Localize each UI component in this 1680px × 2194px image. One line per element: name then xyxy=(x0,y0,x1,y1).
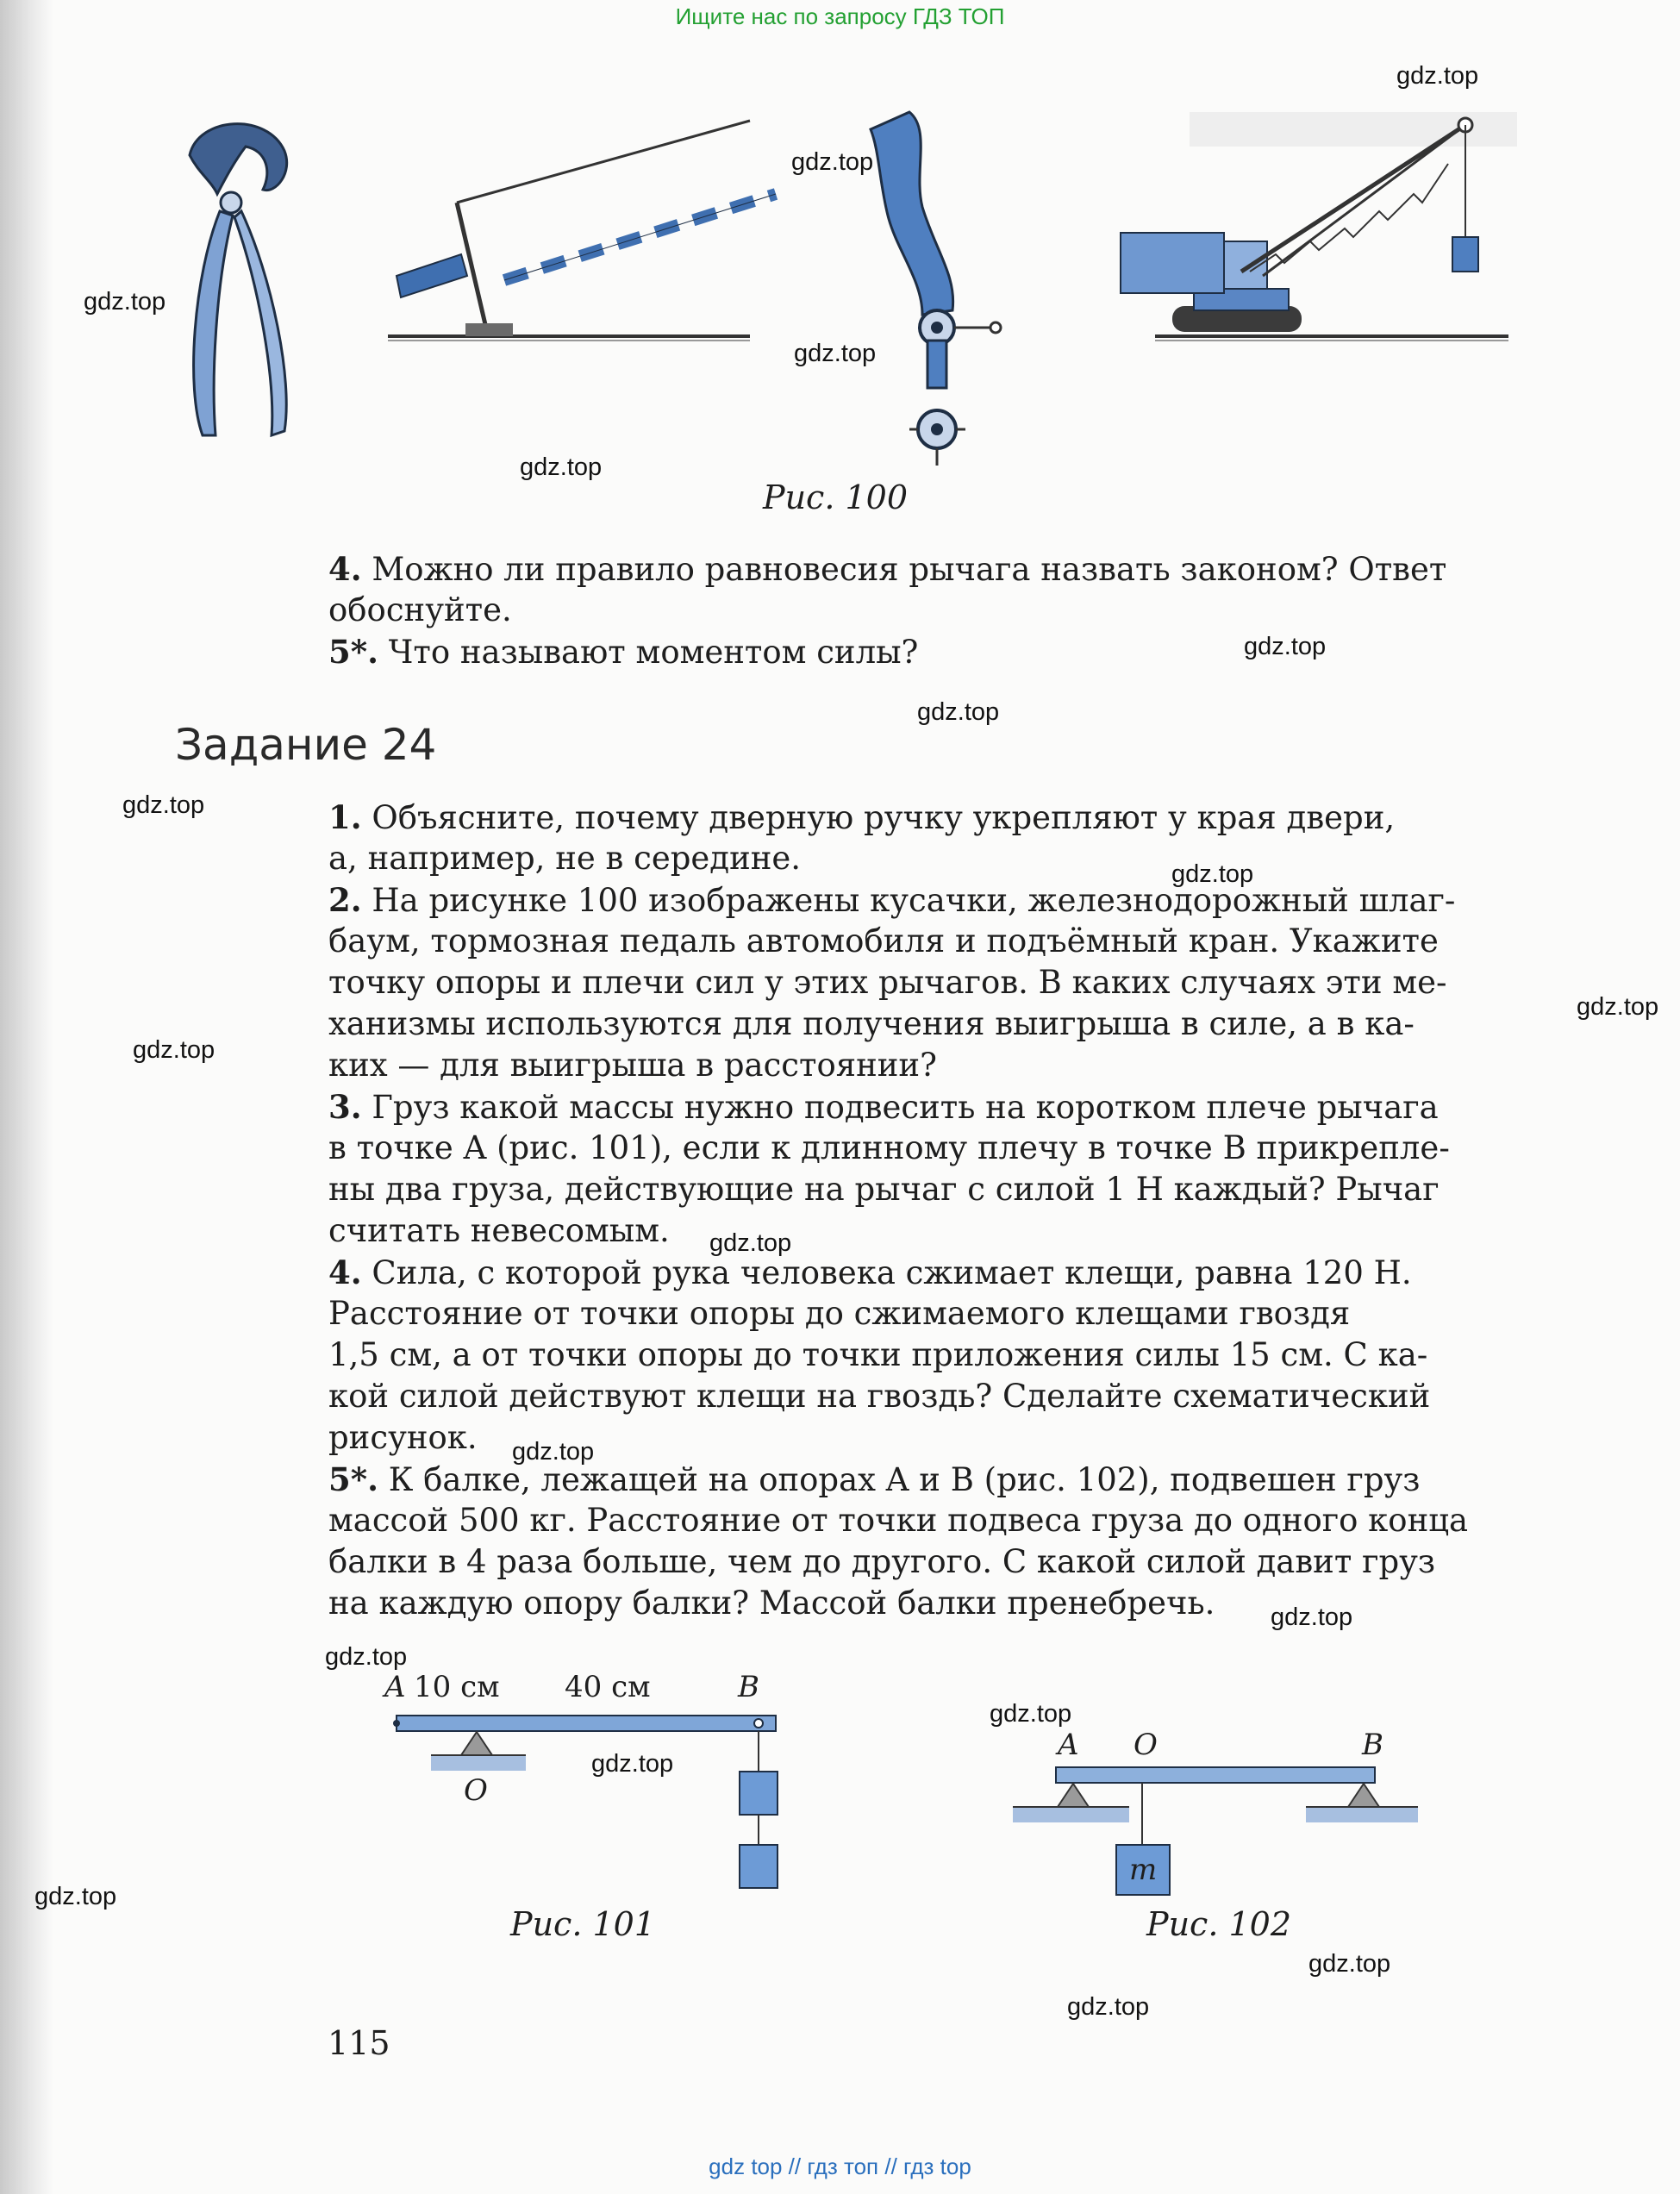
task-item-3-line-4: считать невесомым. xyxy=(328,1212,670,1249)
task-item-1-line-1: 1. Объясните, почему дверную ручку укрепляют у края двери, xyxy=(328,798,1396,836)
pincers-illustration xyxy=(190,124,287,435)
brake-pedal-illustration xyxy=(871,112,1001,466)
watermark: gdz.top xyxy=(1067,1993,1150,2021)
watermark: gdz.top xyxy=(990,1700,1072,1728)
task-item-1-line-2: а, например, не в середине. xyxy=(328,840,802,877)
prev-question-5-line-1: 5*. Что называют моментом силы? xyxy=(328,633,919,671)
watermark: gdz.top xyxy=(512,1438,595,1466)
task-item-4-line-3: 1,5 см, а от точки опоры до точки приложения силы 15 см. С ка- xyxy=(328,1336,1428,1373)
watermark: gdz.top xyxy=(1396,62,1479,90)
watermark: gdz.top xyxy=(591,1750,674,1778)
watermark: gdz.top xyxy=(917,698,1000,726)
task-title: Задание 24 xyxy=(175,720,437,770)
watermark: gdz.top xyxy=(1271,1603,1353,1631)
label-a: A xyxy=(1058,1728,1079,1762)
watermark: gdz.top xyxy=(709,1229,792,1257)
mass-label: m xyxy=(1129,1853,1158,1887)
watermark: gdz.top xyxy=(791,148,874,176)
task-item-5-line-3: балки в 4 раза больше, чем до другого. С какой силой давит груз xyxy=(328,1543,1436,1580)
distance-long: 40 см xyxy=(565,1670,651,1704)
figure-102 xyxy=(1013,1724,1418,1897)
task-item-5-line-1: 5*. К балке, лежащей на опорах A и B (рис. 102), подвешен груз xyxy=(328,1460,1421,1498)
task-item-4-line-1: 4. Сила, с которой рука человека сжимает клещи, равна 120 Н. xyxy=(328,1253,1412,1291)
task-item-5-line-4: на каждую опору балки? Массой балки пренебречь. xyxy=(328,1585,1215,1622)
watermark: gdz.top xyxy=(520,453,603,481)
top-banner[interactable]: Ищите нас по запросу ГДЗ ТОП xyxy=(675,3,1005,29)
task-item-3-line-1: 3. Груз какой массы нужно подвесить на коротком плече рычага xyxy=(328,1088,1439,1126)
watermark: gdz.top xyxy=(133,1036,215,1064)
barrier-illustration xyxy=(388,121,776,341)
task-item-2-line-1: 2. На рисунке 100 изображены кусачки, железнодорожный шлаг- xyxy=(328,881,1456,919)
watermark: gdz.top xyxy=(1244,633,1327,660)
watermark: gdz.top xyxy=(84,288,166,316)
distance-short: 10 см xyxy=(414,1670,500,1704)
watermark: gdz.top xyxy=(794,340,877,367)
task-item-5-line-2: массой 500 кг. Расстояние от точки подвеса груза до одного конца xyxy=(328,1502,1469,1539)
watermark: gdz.top xyxy=(1308,1950,1391,1978)
task-item-4-line-5: рисунок. xyxy=(328,1419,478,1456)
figure-102-caption: Рис. 102 xyxy=(1146,1905,1292,1943)
label-o: O xyxy=(464,1773,488,1808)
page-gutter-shadow xyxy=(0,0,53,2194)
task-item-2-line-2: баум, тормозная педаль автомобиля и подъёмный кран. Укажите xyxy=(328,922,1439,959)
footer-links[interactable]: gdz top // гдз топ // гдз top xyxy=(709,2153,971,2179)
watermark: gdz.top xyxy=(34,1883,117,1910)
watermark: gdz.top xyxy=(1171,860,1254,888)
task-item-4-line-4: кой силой действуют клещи на гвоздь? Сделайте схематический xyxy=(328,1378,1431,1415)
watermark: gdz.top xyxy=(1577,993,1659,1021)
task-item-3-line-2: в точке A (рис. 101), если к длинному плечу в точке B прикрепле- xyxy=(328,1129,1450,1166)
prev-question-4-line-2: обоснуйте. xyxy=(328,591,512,628)
page-number: 115 xyxy=(328,2024,390,2062)
prev-question-4-line-1: 4. Можно ли правило равновесия рычага назвать законом? Ответ xyxy=(328,550,1447,588)
label-a: A xyxy=(384,1670,406,1704)
task-item-3-line-3: ны два груза, действующие на рычаг с силой 1 Н каждый? Рычаг xyxy=(328,1171,1440,1208)
label-b: B xyxy=(738,1670,759,1704)
watermark: gdz.top xyxy=(325,1643,408,1671)
figure-101-caption: Рис. 101 xyxy=(510,1905,656,1943)
label-b: B xyxy=(1362,1728,1383,1762)
task-item-2-line-5: ких — для выигрыша в расстоянии? xyxy=(328,1047,937,1084)
watermark: gdz.top xyxy=(122,791,205,819)
crane-illustration xyxy=(1121,118,1508,341)
task-item-4-line-2: Расстояние от точки опоры до сжимаемого клещами гвоздя xyxy=(328,1295,1351,1332)
label-o: O xyxy=(1134,1728,1158,1762)
figure-100 xyxy=(164,103,1508,466)
task-item-2-line-4: ханизмы используются для получения выигрыша в силе, а в ка- xyxy=(328,1005,1415,1042)
figure-101 xyxy=(379,1664,793,1897)
task-item-2-line-3: точку опоры и плечи сил у этих рычагов. В каких случаях эти ме- xyxy=(328,964,1447,1001)
figure-100-caption: Рис. 100 xyxy=(763,478,909,516)
